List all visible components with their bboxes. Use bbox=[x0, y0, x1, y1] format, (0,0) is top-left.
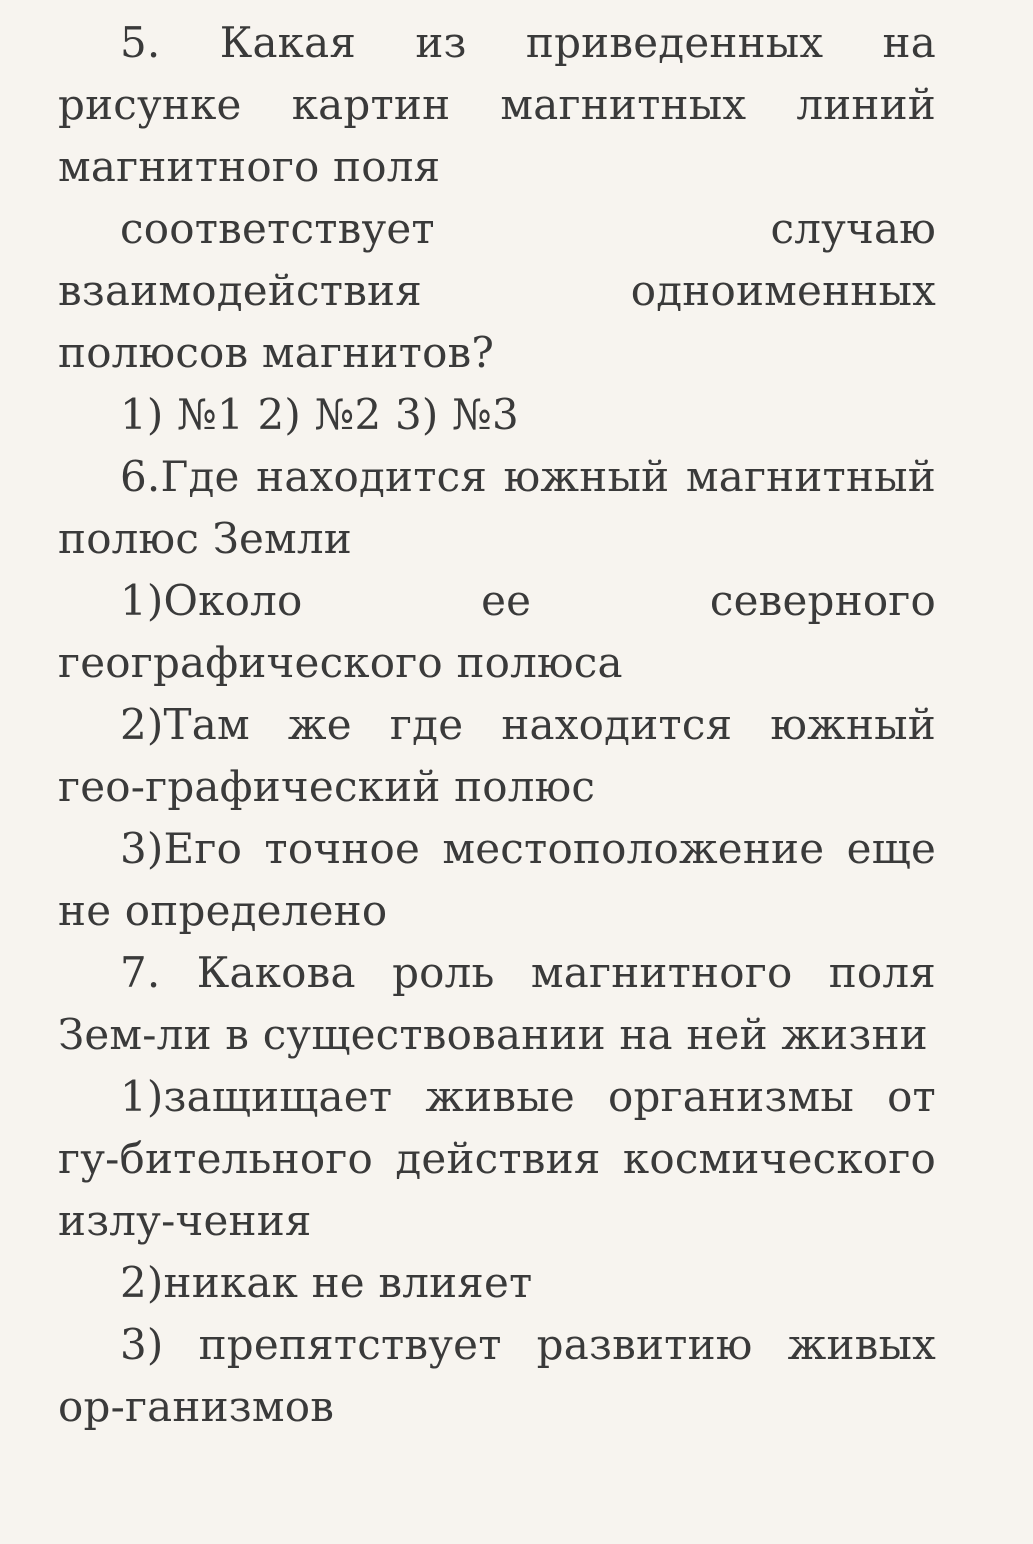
question-6-option-1: 1)Около ее северного географического полюса bbox=[58, 576, 936, 687]
question-6-option-3: 3)Его точное местоположение еще не определено bbox=[58, 824, 936, 935]
question-7-option-2: 2)никак не влияет bbox=[120, 1258, 533, 1307]
question-5-text: 5. Какая из приведенных на рисунке картин магнитных линий магнитного поля bbox=[58, 18, 936, 191]
question-7-text: 7. Какова роль магнитного поля Зем-ли в существовании на ней жизни bbox=[58, 948, 936, 1059]
question-6-option-2: 2)Там же где находится южный гео-графический полюс bbox=[58, 700, 936, 811]
question-7-option-1: 1)защищает живые организмы от гу-бительного действия космического излу-чения bbox=[58, 1072, 936, 1245]
question-7-option-3: 3) препятствует развитию живых ор-ганизмов bbox=[58, 1320, 936, 1431]
question-6-text: 6.Где находится южный магнитный полюс Земли bbox=[58, 452, 936, 563]
question-5-options: 1) №1 2) №2 3) №3 bbox=[120, 390, 519, 439]
question-5-text-continued: соответствует случаю взаимодействия одноименных полюсов магнитов? bbox=[58, 204, 936, 377]
